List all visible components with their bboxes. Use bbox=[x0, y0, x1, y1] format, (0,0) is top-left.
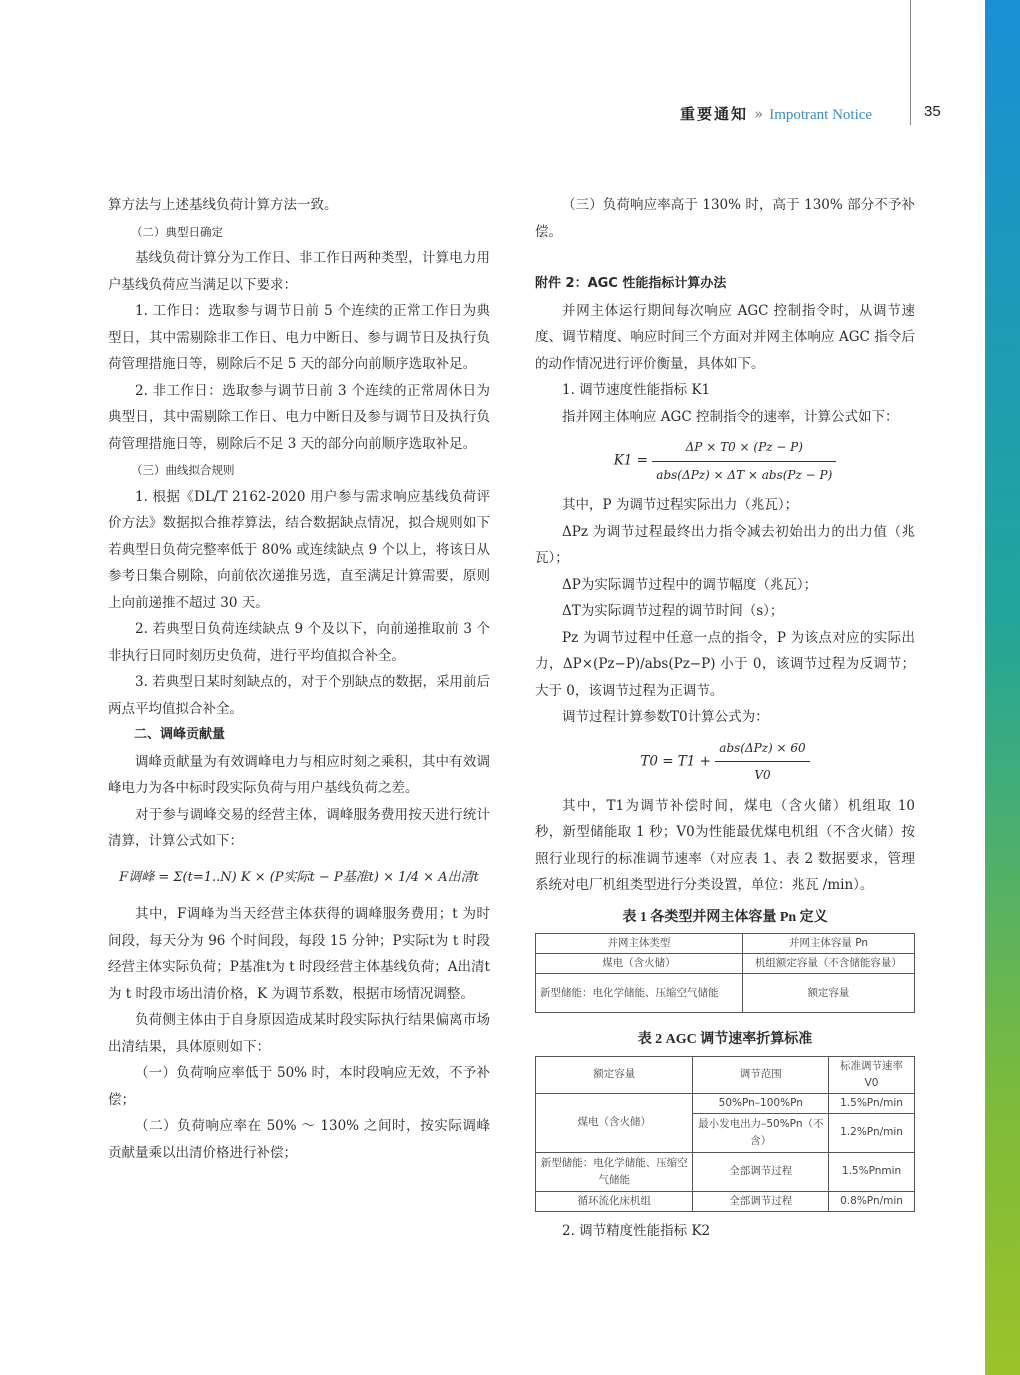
table1 bbox=[535, 933, 915, 1013]
formula-k1 bbox=[535, 434, 915, 488]
formula-k1-fraction bbox=[652, 434, 836, 488]
table-header: 额定容量 bbox=[536, 1056, 693, 1093]
header-separator: » bbox=[754, 105, 764, 123]
paragraph: 1. 调节速度性能指标 K1 bbox=[562, 382, 711, 398]
paragraph: 其中，F调峰为当天经营主体获得的调峰服务费用；t 为时间段，每天分为 96 个时间段，每段 15 分钟；P实际t为 t 时段经营主体实际负荷；P基准t为 t 时段经营主体基线负荷；A出清t为 t 时段市场出清价格，K 为调节系数，根据市场情况调整。 bbox=[108, 906, 490, 1002]
header-divider bbox=[910, 0, 911, 125]
table-header: 标准调节速率 V0 bbox=[829, 1056, 915, 1093]
paragraph: 算方法与上述基线负荷计算方法一致。 bbox=[108, 197, 338, 213]
table-row bbox=[536, 974, 915, 1013]
paragraph: ΔPz 为调节过程最终出力指令减去初始出力的出力值（兆瓦）； bbox=[535, 523, 915, 566]
paragraph: 其中，T1为调节补偿时间，煤电（含火储）机组取 10 秒，新型储能取 1 秒；V0为性能最优煤电机组（不含火储）按照行业现行的标准调节速率（对应表 1、表 2 数据要求，管理系统对电厂机组类型进行分类设置，单位：兆瓦 /min）。 bbox=[535, 797, 915, 893]
paragraph: 2. 若典型日负荷连续缺点 9 个及以下，向前递推取前 3 个非执行日同时刻历史负荷，进行平均值拟合补全。 bbox=[108, 621, 490, 664]
paragraph: （一）负荷响应率低于 50% 时，本时段响应无效，不予补偿； bbox=[108, 1065, 490, 1108]
subheading: （三）曲线拟合规则 bbox=[131, 463, 235, 477]
table-cell: 全部调节过程 bbox=[693, 1191, 829, 1211]
paragraph: ΔP为实际调节过程中的调节幅度（兆瓦）； bbox=[562, 576, 818, 593]
attachment-heading: 附件 2：AGC 性能指标计算办法 bbox=[535, 276, 727, 291]
header-title-zh: 重要通知 bbox=[680, 105, 749, 123]
table-header: 并网主体类型 bbox=[536, 934, 743, 954]
formula-k1-denominator: abs(ΔPz) × ΔT × abs(Pz − P) bbox=[656, 467, 833, 482]
table2-caption: 表 2 AGC 调节速率折算标准 bbox=[637, 1032, 813, 1047]
page-header bbox=[680, 103, 872, 124]
paragraph: 2. 调节精度性能指标 K2 bbox=[562, 1222, 711, 1239]
paragraph: 指并网主体响应 AGC 控制指令的速率，计算公式如下： bbox=[562, 408, 899, 425]
paragraph: 3. 若典型日某时刻缺点的，对于个别缺点的数据，采用前后两点平均值拟合补全。 bbox=[108, 674, 490, 717]
table-cell: 全部调节过程 bbox=[693, 1152, 829, 1191]
page-number: 35 bbox=[924, 103, 941, 120]
paragraph: 2. 非工作日：选取参与调节日前 3 个连续的正常周休日为典型日，其中需剔除工作日、电力中断日及参与调节日及执行负荷管理措施日等，剔除后不足 3 天的部分向前顺序选取补足。 bbox=[108, 382, 490, 452]
decorative-gradient-bar bbox=[985, 0, 1020, 1375]
table-header: 并网主体容量 Pn bbox=[742, 934, 914, 954]
paragraph: 调峰贡献量为有效调峰电力与相应时刻之乘积，其中有效调峰电力为各中标时段实际负荷与用户基线负荷之差。 bbox=[108, 753, 490, 796]
paragraph: 调节过程计算参数T0计算公式为： bbox=[562, 709, 769, 725]
formula-peak-fee: F调峰 = Σ(t=1..N) K × (P实际t − P基准t) × 1/4 × A出清t bbox=[119, 869, 479, 885]
table-row bbox=[536, 1191, 915, 1211]
formula-t0-numerator: abs(ΔPz) × 60 bbox=[715, 735, 809, 763]
table1-caption: 表 1 各类型并网主体容量 Pn 定义 bbox=[622, 909, 828, 925]
table-cell: 1.5%Pn/min bbox=[829, 1093, 915, 1113]
table-cell: 50%Pn–100%Pn bbox=[693, 1093, 829, 1113]
left-column bbox=[108, 192, 490, 1166]
table-cell: 0.8%Pn/min bbox=[829, 1191, 915, 1211]
table-cell: 循环流化床机组 bbox=[536, 1191, 693, 1211]
formula-t0-denominator: V0 bbox=[754, 768, 771, 782]
table-row bbox=[536, 1093, 915, 1113]
table-cell: 1.5%Pnmin bbox=[829, 1152, 915, 1191]
formula-t0-lhs: T0 = T1 + bbox=[640, 753, 711, 769]
table-cell: 最小发电出力–50%Pn（不含） bbox=[693, 1113, 829, 1152]
formula-k1-lhs: K1 = bbox=[613, 452, 648, 469]
table-cell: 额定容量 bbox=[742, 974, 914, 1013]
table-cell: 新型储能：电化学储能、压缩空气储能 bbox=[536, 974, 743, 1013]
table-cell: 煤电（含火储） bbox=[536, 954, 743, 974]
paragraph: 1. 根据《DL/T 2162-2020 用户参与需求响应基线负荷评价方法》数据拟合推荐算法，结合数据缺点情况，拟合规则如下若典型日负荷完整率低于 80% 或连续缺点 9 个以上，将该日从参考日集合剔除，向前依次递推另选，直至满足计算需要，原则上向前递推不超过 30 天。 bbox=[108, 488, 490, 611]
subheading: （二）典型日确定 bbox=[131, 224, 223, 239]
right-column bbox=[535, 192, 915, 1244]
paragraph: （二）负荷响应率在 50% ～ 130% 之间时，按实际调峰贡献量乘以出清价格进行补偿； bbox=[108, 1118, 490, 1161]
table-header: 调节范围 bbox=[693, 1056, 829, 1093]
section-heading: 二、调峰贡献量 bbox=[134, 727, 226, 742]
table2 bbox=[535, 1056, 915, 1212]
paragraph: 并网主体运行期间每次响应 AGC 控制指令时，从调节速度、调节精度、响应时间三个方面对并网主体响应 AGC 指令后的动作情况进行评价衡量，具体如下。 bbox=[535, 302, 915, 372]
formula-t0-fraction bbox=[715, 735, 809, 789]
table-cell: 机组额定容量（不含储能容量） bbox=[742, 954, 914, 974]
paragraph: 1. 工作日：选取参与调节日前 5 个连续的正常工作日为典型日，其中需剔除非工作日、电力中断日、参与调节日及执行负荷管理措施日等，剔除后不足 5 天的部分向前顺序选取补足。 bbox=[108, 303, 490, 372]
table-cell: 1.2%Pn/min bbox=[829, 1113, 915, 1152]
header-title-en: Impotrant Notice bbox=[769, 107, 873, 123]
table-cell: 煤电（含火储） bbox=[536, 1093, 693, 1152]
paragraph: ΔT为实际调节过程的调节时间（s）； bbox=[562, 603, 784, 619]
paragraph: （三）负荷响应率高于 130% 时，高于 130% 部分不予补偿。 bbox=[535, 197, 915, 240]
paragraph: 对于参与调峰交易的经营主体，调峰服务费用按天进行统计清算，计算公式如下： bbox=[108, 806, 490, 849]
table-row bbox=[536, 1152, 915, 1191]
table-row bbox=[536, 954, 915, 974]
paragraph: Pz 为调节过程中任意一点的指令，P 为该点对应的实际出力，ΔP×(Pz−P)/abs(Pz−P) 小于 0，该调节过程为反调节；大于 0，该调节过程为正调节。 bbox=[535, 629, 915, 699]
paragraph: 其中，P 为调节过程实际出力（兆瓦）； bbox=[562, 497, 799, 513]
paragraph: 基线负荷计算分为工作日、非工作日两种类型，计算电力用户基线负荷应当满足以下要求： bbox=[108, 250, 490, 293]
paragraph: 负荷侧主体由于自身原因造成某时段实际执行结果偏离市场出清结果，具体原则如下： bbox=[108, 1012, 490, 1055]
formula-k1-numerator: ΔP × T0 × (Pz − P) bbox=[652, 434, 836, 462]
formula-t0 bbox=[535, 735, 915, 789]
table-cell: 新型储能：电化学储能、压缩空气储能 bbox=[536, 1152, 693, 1191]
